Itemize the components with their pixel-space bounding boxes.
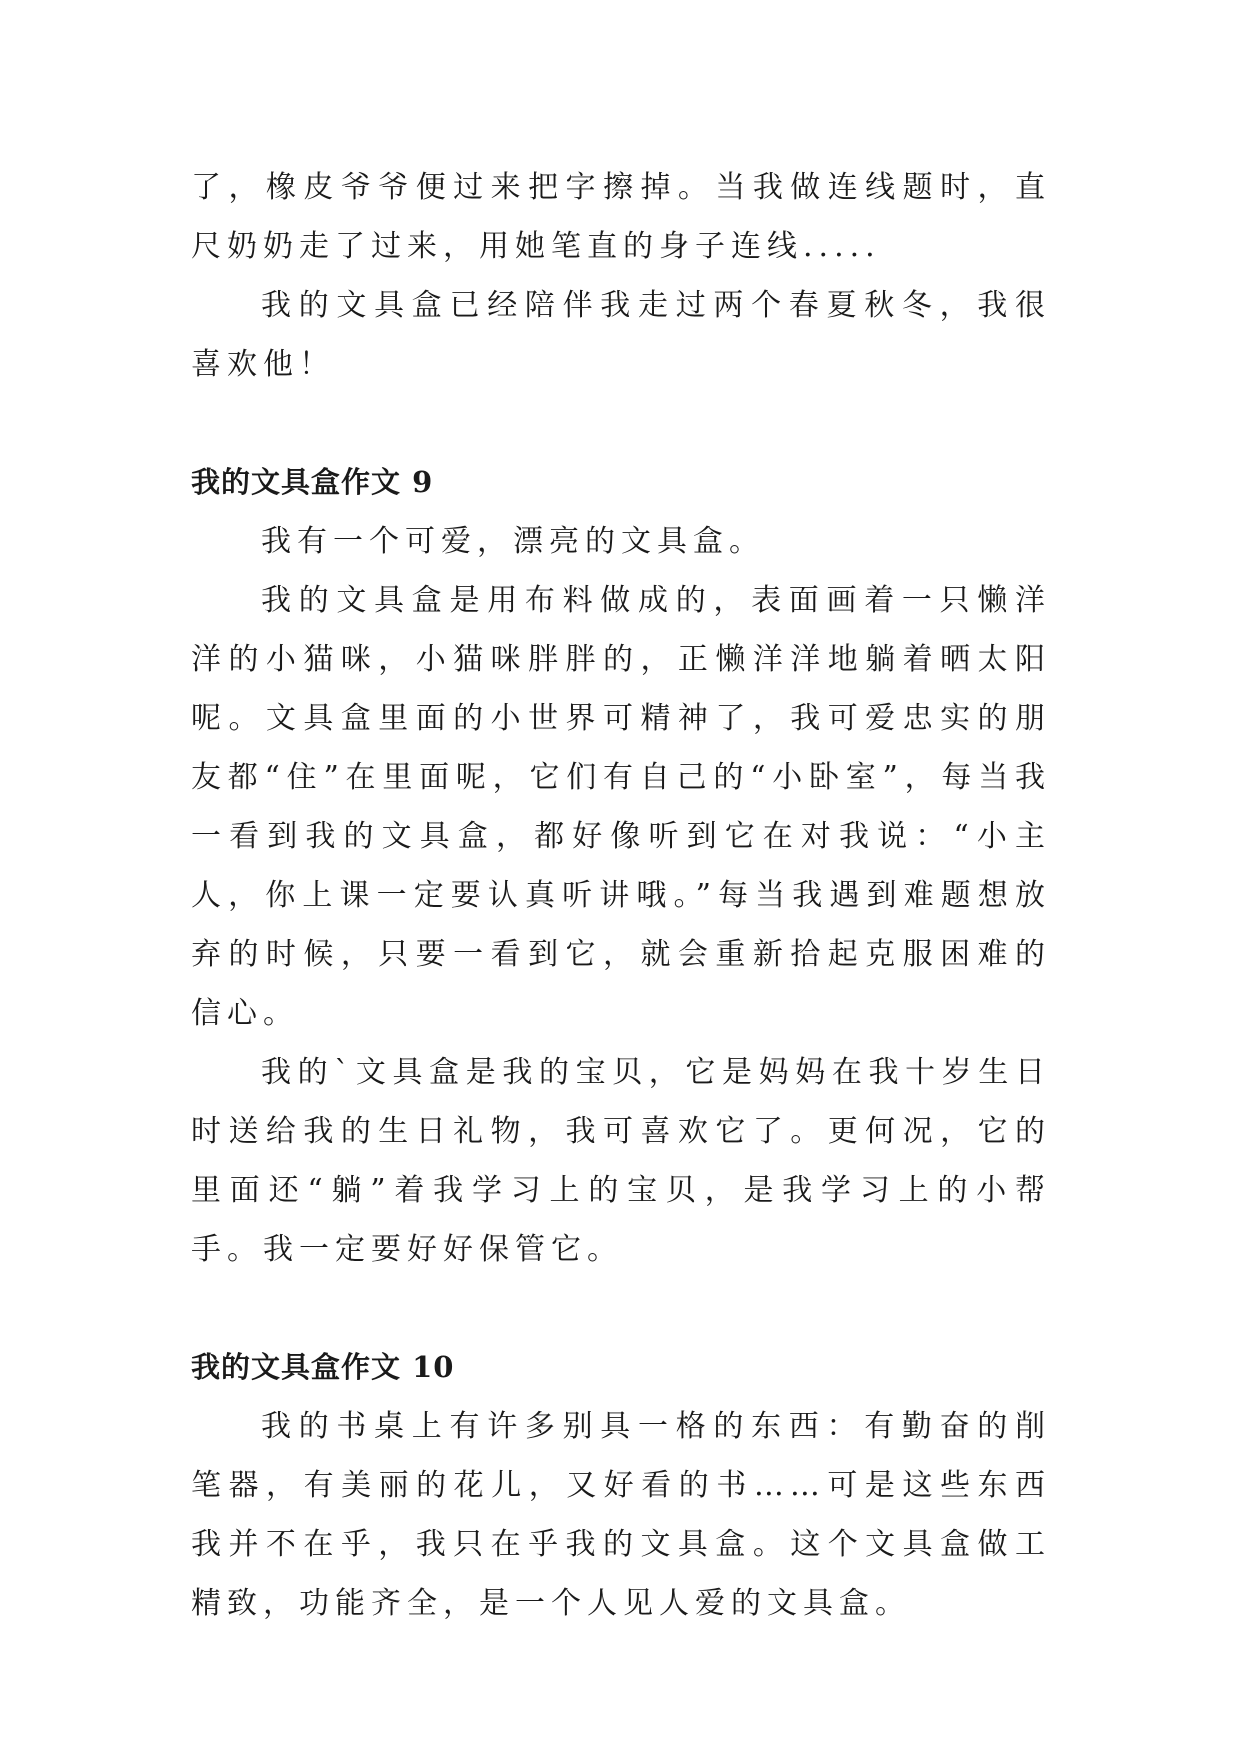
paragraph-9-2: 我的文具盒是用布料做成的，表面画着一只懒洋洋的小猫咪，小猫咪胖胖的，正懒洋洋地躺着晒太阳呢。文具盒里面的小世界可精神了，我可爱忠实的朋友都“住”在里面呢，它们有自己的“小卧室”，每当我一看到我的文具盒，都好像听到它在对我说：“小主人，你上课一定要认真听讲哦。”每当我遇到难题想放弃的时候，只要一看到它，就会重新拾起克服困难的信心。 xyxy=(191,583,1051,1031)
section-gap xyxy=(191,1279,1051,1338)
section-title-9: 我的文具盒作文 9 xyxy=(191,465,434,499)
paragraph-continued: 了，橡皮爷爷便过来把字擦掉。当我做连线题时，直尺奶奶走了过来，用她笔直的身子连线..... xyxy=(191,170,1051,264)
paragraph-closing: 我的文具盒已经陪伴我走过两个春夏秋冬，我很喜欢他！ xyxy=(191,288,1051,382)
document-page xyxy=(191,158,1051,1633)
section-gap xyxy=(191,394,1051,453)
paragraph-9-1: 我有一个可爱，漂亮的文具盒。 xyxy=(261,524,765,559)
paragraph-10-1: 我的书桌上有许多别具一格的东西：有勤奋的削笔器，有美丽的花儿，又好看的书……可是这些东西我并不在乎，我只在乎我的文具盒。这个文具盒做工精致，功能齐全，是一个人见人爱的文具盒。 xyxy=(191,1409,1051,1621)
paragraph-9-3: 我的`文具盒是我的宝贝，它是妈妈在我十岁生日时送给我的生日礼物，我可喜欢它了。更何况，它的里面还“躺”着我学习上的宝贝，是我学习上的小帮手。我一定要好好保管它。 xyxy=(191,1055,1051,1267)
section-title-10: 我的文具盒作文 10 xyxy=(191,1350,455,1384)
